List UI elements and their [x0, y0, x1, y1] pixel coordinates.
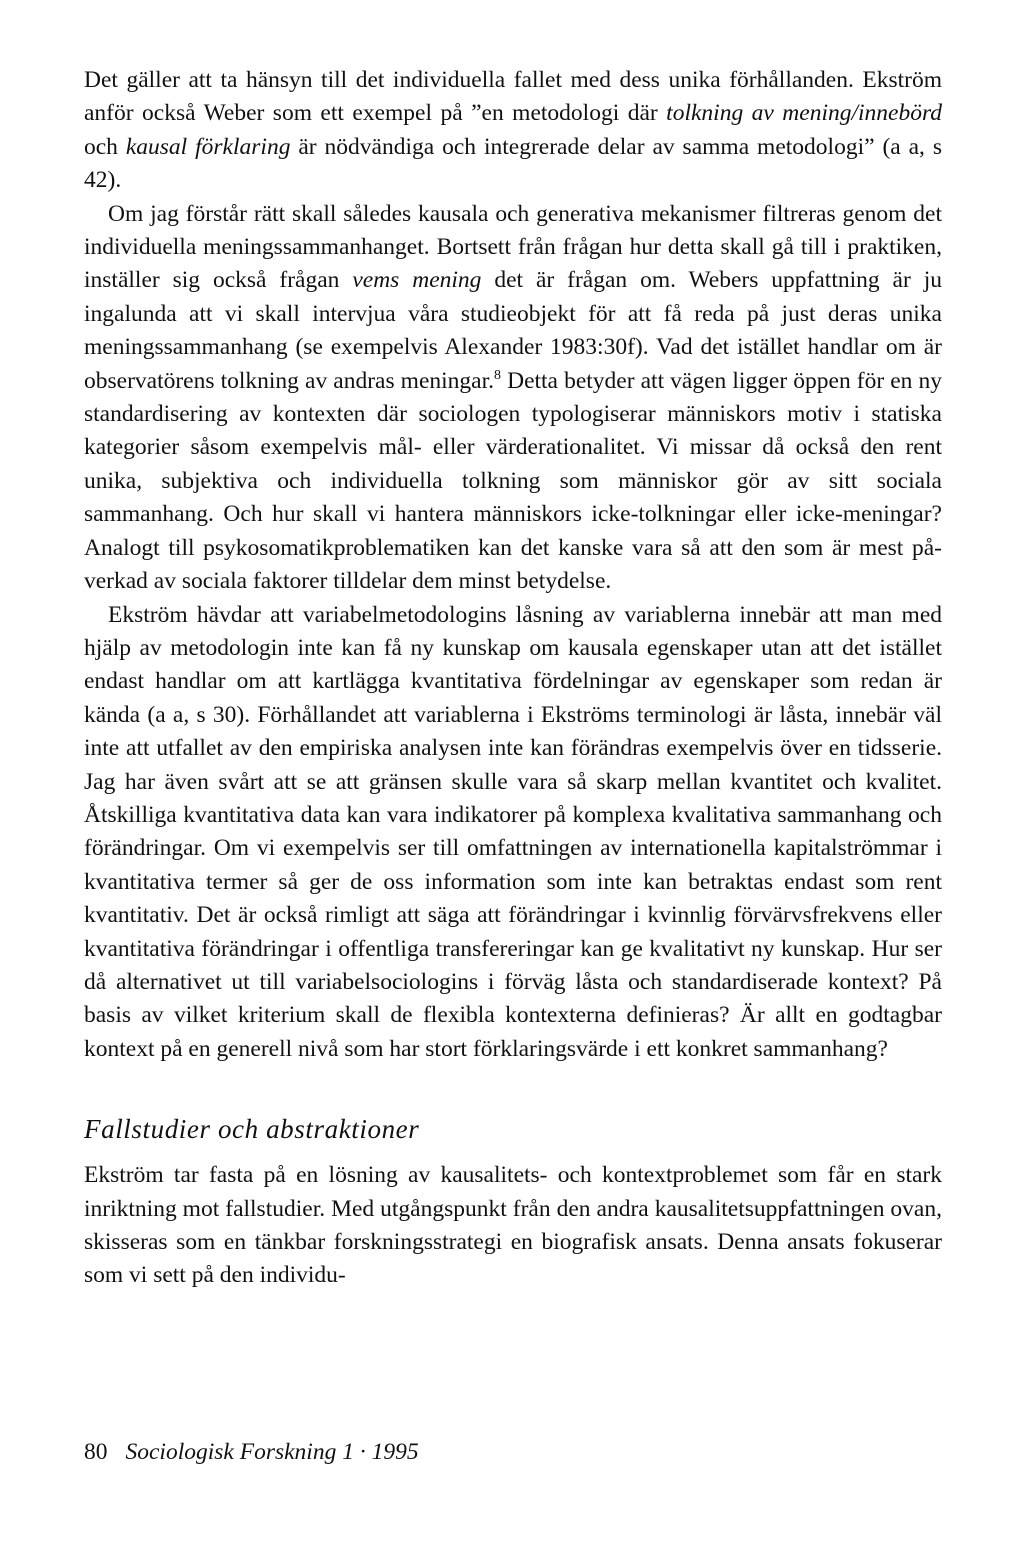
section-paragraph: Ekström tar fasta på en lösning av kausalitets- och kontextproblemet som får en stark inriktning mot fallstudier. Med utgångspunkt från den andra kausalitetsuppfattningen ovan, skisseras som en tänkbar forskningsstrategi en biografisk ansats. Denna ansats fokuserar som vi sett på den individu- — [84, 1162, 942, 1289]
italic-term: tolkning av mening/innebörd — [666, 100, 942, 127]
text-run: Om jag förstår rätt skall således kausala och generativa mekanismer filtreras genom det individuella meningssammanhanget. Bortsett från frågan hur detta skall gå till i praktiken, inställer sig också frågan — [84, 200, 942, 294]
page-number: 80 — [84, 1439, 108, 1465]
paragraph-3 — [84, 599, 942, 1067]
text-run: och — [84, 133, 126, 160]
italic-term: vems mening — [352, 267, 482, 294]
text-run: Ekström hävdar att variabelmetodologins låsning av variablerna innebär att man med hjälp av metodologin inte kan få ny kunskap om kausala egenskaper utan att det istället endast handlar om att kartlägga kvantitativa fördelningar av egenskaper som redan är kända (a a, s 30). Förhållandet att variablerna i Ekströms terminologi är låsta, innebär väl inte att utfallet av den empiriska analysen inte kan förändras exempelvis över en tidsserie. Jag har även svårt att se att gränsen skulle vara så skarp mellan kvantitet och kvalitet. Åtskilliga kvantitativa data kan vara indikatorer på komplexa kvalitativa sammanhang och förändringar. Om vi exempelvis ser till omfattningen av internationella kapitalströmmar i kvantitativa termer så ger de oss information som inte kan betraktas endast som rent kvantitativ. Det är också rimligt att säga att förändringar i kvinnlig förvärvsfrekvens eller kvantitativa förändringar i offentliga transfereringar kan ge kvalitativt ny kunskap. Hur ser då alternativet ut till variabelsociologins i förväg låsta och standardiserade kontext? På basis av vilket kriterium skall de flexibla kontexterna definieras? Är allt en godtagbar kontext på en generell nivå som har stort förklaringsvärde i ett konkret sammanhang? — [84, 601, 942, 1062]
page-footer — [84, 1437, 419, 1467]
section-heading: Fallstudier och abstraktioner — [84, 1114, 420, 1145]
paragraph-1 — [84, 64, 942, 198]
text-run: det är frågan om. Webers uppfattning är ju ingalunda att vi skall intervjua våra studieobjekt för att få reda på just deras unika meningssammanhang (se exempelvis Alexander 1983:30f). Vad det istället handlar om är observatörens tolkning av andras meningar. — [84, 267, 943, 394]
paragraph-2 — [84, 198, 942, 599]
text-run: är nödvändiga och integrerade delar av samma metodologi” (a a, s 42). — [84, 133, 942, 194]
text-run: Det gäller att ta hänsyn till det individuella fallet med dess unika förhållanden. Ekström anför också Weber som ett exempel på ”en metodologi där — [84, 67, 942, 127]
journal-title: Sociologisk Forskning 1 · 1995 — [125, 1439, 419, 1465]
article-body — [84, 64, 942, 1293]
italic-term: kausal förklaring — [125, 133, 291, 160]
footnote-marker: 8 — [494, 367, 502, 383]
text-run: Detta betyder att vägen ligger öppen för en ny standardisering av kontexten där sociologen typologiserar människors motiv i statiska kategorier såsom exempelvis mål- eller värderationalitet. Vi missar då också den rent unika, subjektiva och individuella tolkning som människor gör av sitt sociala sammanhang. Och hur skall vi hantera människors icke-tolkningar eller icke-meningar? Analogt till psykosomatikproblematiken kan det kanske vara så att den som är mest påverkad av sociala faktorer tilldelar dem minst betydelse. — [84, 367, 943, 595]
